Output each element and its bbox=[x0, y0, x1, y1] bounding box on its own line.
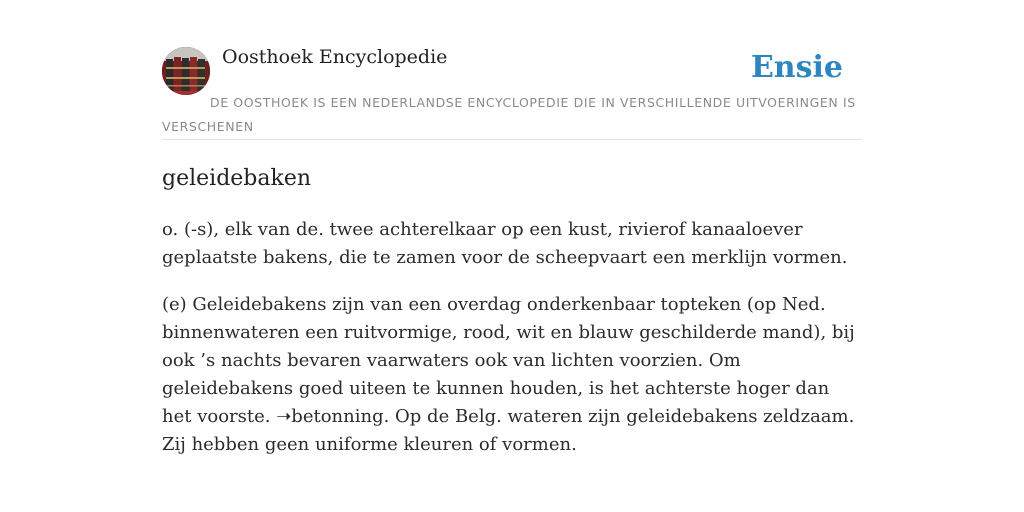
explanation-paragraph bbox=[162, 291, 862, 459]
entry-card bbox=[162, 44, 862, 459]
ensie-logo-link[interactable]: Ensie bbox=[750, 50, 843, 85]
encyclopedia-books-icon[interactable] bbox=[162, 47, 210, 95]
definition-paragraph: o. (-s), elk van de. twee achterelkaar op een kust, rivierof kanaaloever geplaatste bakens, die te zamen voor de scheepvaart een merklijn vormen. bbox=[162, 219, 848, 268]
entry-title: geleidebaken bbox=[162, 166, 312, 191]
source-header bbox=[162, 44, 862, 140]
explanation-text-start: (e) Geleidebakens zijn van een overdag onderkenbaar topteken (op Ned. binnenwateren een ruitvormige, rood, wit en blauw geschilderde mand), bij ook ’s nachts bevaren vaarwaters ook van lichten voorzien. Om geleidebakens goed uiteen te kunnen houden, is het achterste hoger dan het voorste. bbox=[162, 294, 855, 427]
source-title[interactable]: Oosthoek Encyclopedie bbox=[222, 46, 448, 68]
books-illustration bbox=[162, 47, 210, 95]
source-description: DE OOSTHOEK IS EEN NEDERLANDSE ENCYCLOPEDIE DIE IN VERSCHILLENDE UITVOERINGEN IS VERSCHENEN bbox=[162, 95, 856, 134]
explanation-text-end: . Op de Belg. wateren zijn geleidebakens zeldzaam. Zij hebben geen uniforme kleuren of vormen. bbox=[162, 406, 855, 455]
betonning-reference-link[interactable]: ➝betonning bbox=[276, 406, 384, 427]
